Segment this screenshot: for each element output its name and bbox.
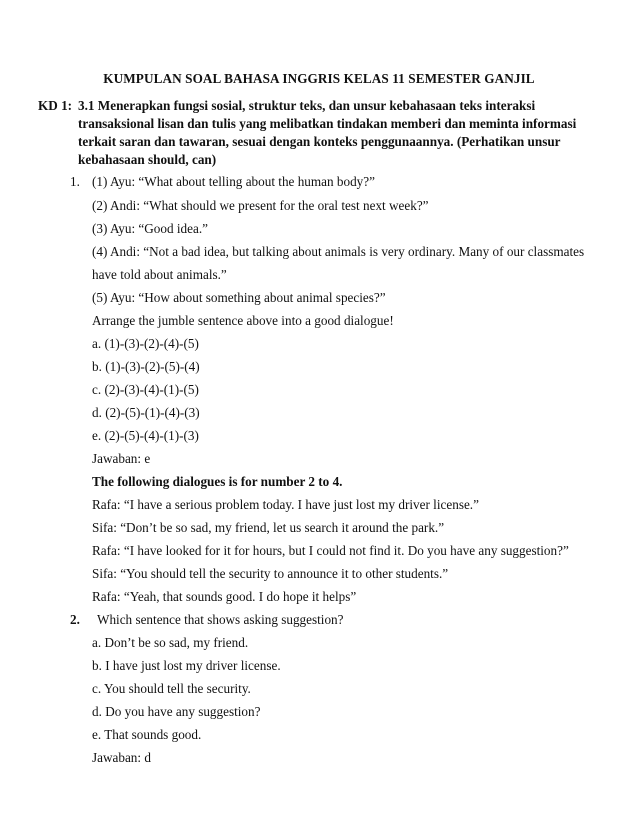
q1-dialogue-line: (3) Ayu: “Good idea.” — [92, 221, 208, 236]
dialogue-line: Rafa: “I have looked for it for hours, but I could not find it. Do you have any suggestion?” — [92, 543, 569, 558]
dialogue-line: Rafa: “Yeah, that sounds good. I do hope it helps” — [92, 589, 357, 604]
dialogue-line: Rafa: “I have a serious problem today. I have just lost my driver license.” — [92, 497, 479, 512]
kd-text-line-1: 3.1 Menerapkan fungsi sosial, struktur teks, dan unsur kebahasaan teks interaksi — [78, 98, 536, 113]
q1-option-a: a. (1)-(3)-(2)-(4)-(5) — [92, 336, 199, 351]
q1-option-c: c. (2)-(3)-(4)-(1)-(5) — [92, 382, 199, 397]
q1-dialogue-line: (4) Andi: “Not a bad idea, but talking about animals is very ordinary. Many of our classmates — [92, 244, 585, 259]
q2-option-a: a. Don’t be so sad, my friend. — [92, 635, 249, 650]
question-2-number: 2. — [70, 612, 80, 627]
q1-dialogue-line: (1) Ayu: “What about telling about the human body?” — [92, 174, 375, 189]
kd-label: KD 1: — [38, 98, 73, 113]
q1-option-b: b. (1)-(3)-(2)-(5)-(4) — [92, 359, 200, 374]
q2-option-d: d. Do you have any suggestion? — [92, 704, 261, 719]
question-1-number: 1. — [70, 174, 80, 189]
q2-option-e: e. That sounds good. — [92, 727, 202, 742]
dialogue-line: Sifa: “Don’t be so sad, my friend, let us search it around the park.” — [92, 520, 445, 535]
dialogue-line: Sifa: “You should tell the security to announce it to other students.” — [92, 566, 449, 581]
q1-option-d: d. (2)-(5)-(1)-(4)-(3) — [92, 405, 200, 420]
q2-option-c: c. You should tell the security. — [92, 681, 251, 696]
q1-instruction: Arrange the jumble sentence above into a good dialogue! — [92, 313, 394, 328]
q2-option-b: b. I have just lost my driver license. — [92, 658, 281, 673]
dialogue-heading: The following dialogues is for number 2 to 4. — [92, 474, 343, 489]
kd-text-line-4: kebahasaan should, can) — [78, 152, 217, 167]
q1-option-e: e. (2)-(5)-(4)-(1)-(3) — [92, 428, 199, 443]
document-title: KUMPULAN SOAL BAHASA INGGRIS KELAS 11 SEMESTER GANJIL — [103, 71, 535, 86]
kd-text-line-3: terkait saran dan tawaran, sesuai dengan konteks penggunaannya. (Perhatikan unsur — [78, 134, 561, 149]
kd-text-line-2: transaksional lisan dan tulis yang melibatkan tindakan memberi dan meminta informasi — [78, 116, 577, 131]
q2-answer: Jawaban: d — [92, 750, 151, 765]
q1-dialogue-line: (5) Ayu: “How about something about animal species?” — [92, 290, 386, 305]
q1-dialogue-line: have told about animals.” — [92, 267, 227, 282]
q1-answer: Jawaban: e — [92, 451, 151, 466]
q2-question: Which sentence that shows asking suggestion? — [97, 612, 344, 627]
q1-dialogue-line: (2) Andi: “What should we present for the oral test next week?” — [92, 198, 429, 213]
